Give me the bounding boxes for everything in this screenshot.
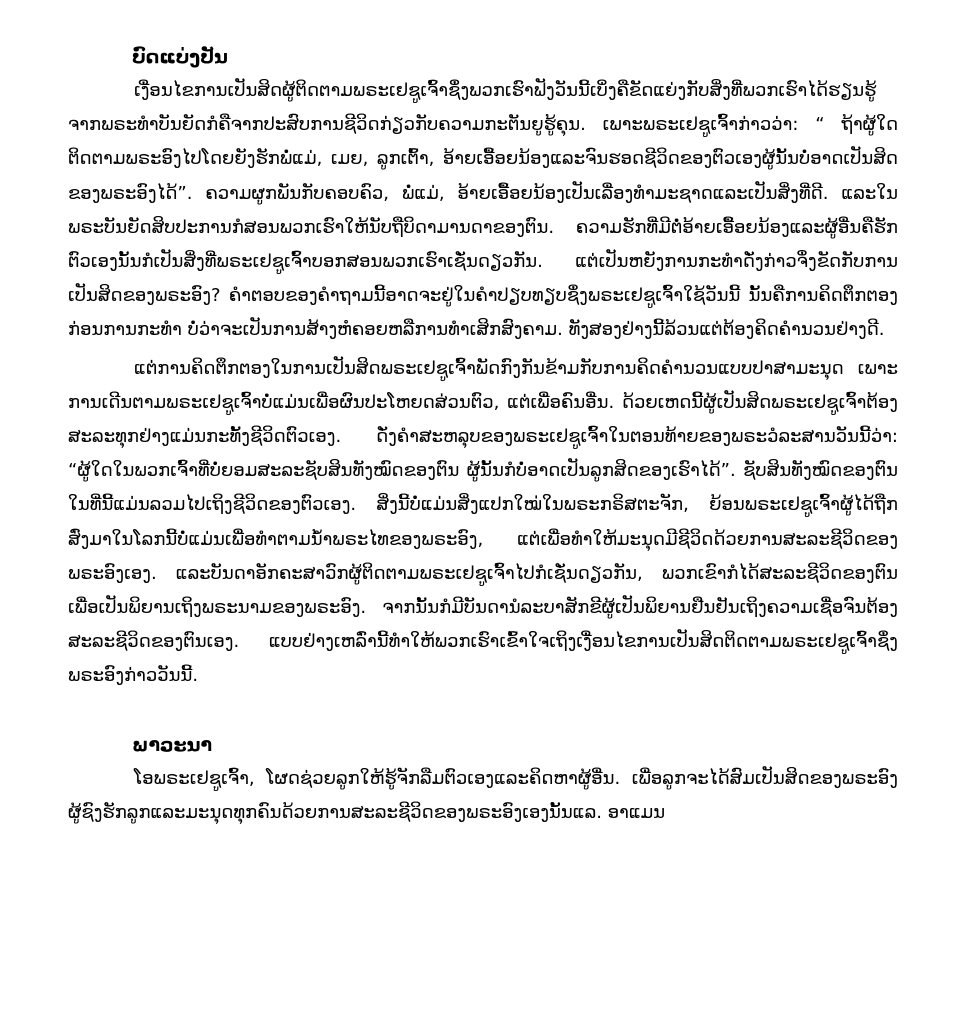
paragraph-prayer: ໂອພຣະເຢຊູເຈົ້າ, ໂຜດຊ່ວຍລູກໃຫ້ຮູ້ຈັກລືມຕົວເອງແລະຄິດຫາຜູ້ອື່ນ. ເພື່ອລູກຈະໄດ້ສົມເປັນສິດຂອງພຣະອົງ ຜູ້ຊົງຮັກລູກແລະມະນຸດທຸກຄົນດ້ວຍການສະລະຊີວິດຂອງພຣະອົງເອງນັ້ນແລ. ອາແມນ — [68, 767, 898, 823]
section-heading-sharing: ບົດແບ່ງປັນ — [132, 46, 228, 68]
paragraph-sharing-1: ເງື່ອນໄຂການເປັນສິດຜູ້ຕິດຕາມພຣະເຢຊູເຈົ້າຊຶ່ງພວກເຮົາຟັງວັນນີ້ເບິ່ງຄືຂັດແຍ່ງກັບສິ່ງທີ່ພວກເຮົາໄດ້ຮຽນຮູ້ຈາກພຣະທຳບັນຍັດກໍຄືຈາກປະສົບການຊີວິດກ່ຽວກັບຄວາມກະຕັນຍູຮູ້ຄຸນ. ເພາະພຣະເຢຊູເຈົ້າກ່າວວ່າ: “ ຖ້າຜູ້ໃດຕິດຕາມພຣະອົງໄປໂດຍຍັງຮັກພໍ່ແມ່, ເມຍ, ລູກເຕົ້າ, ອ້າຍເອື້ອຍນ້ອງແລະຈົນຮອດຊີວິດຂອງຕົວເອງຜູ້ນັ້ນບໍ່ອາດເປັນສິດຂອງພຣະອົງໄດ້”. ຄວາມຜູກພັນກັບຄອບຄົວ, ພໍ່ແມ່, ອ້າຍເອື້ອຍນ້ອງເປັນເລື່ອງທຳມະຊາດແລະເປັນສິ່ງທີ່ດີ. ແລະໃນພຣະບັນຍັດສິບປະການກໍສອນພວກເຮົາໃຫ້ນັບຖືບິດາມານດາຂອງຕົນ. ຄວາມຮັກທີ່ມີຕໍ່ອ້າຍເອື້ອຍນ້ອງແລະຜູ້ອື່ນຄືຮັກຕົວເອງນັ້ນກໍເປັນສິ່ງທີ່ພຣະເຢຊູເຈົ້າບອກສອນພວກເຮົາເຊັ່ນດຽວກັນ. ແຕ່ເປັນຫຍັງການກະທຳດັ່ງກ່າວຈຶ່ງຂັດກັບການເປັນສິດຂອງພຣະອົງ? ຄຳຕອບຂອງຄຳຖາມນີ້ອາດຈະຢູ່ໃນຄຳປຽບທຽບຊຶ່ງພຣະເຢຊູເຈົ້າໃຊ້ວັນນີ້ ນັ້ນຄືການຄິດຕຶກຕອງກ່ອນການກະທຳ ບໍ່ວ່າຈະເປັນການສ້າງຫໍຄອຍຫລືການທຳເສິກສົງຄາມ. ທັງສອງຢ່າງນີ້ລ້ວນແຕ່ຕ້ອງຄິດຄຳນວນຢ່າງດີ. — [68, 80, 898, 341]
section-spacer — [68, 694, 898, 728]
paragraph-sharing-2: ແຕ່ການຄິດຕຶກຕອງໃນການເປັນສິດພຣະເຢຊູເຈົ້າພັດກົງກັນຂ້າມກັບການຄິດຄຳນວນແບບປາສາມະນຸດ ເພາະການເດີນຕາມພຣະເຢຊູເຈົ້າບໍ່ແມ່ນເພື່ອຜົນປະໂຫຍດສ່ວນຕົວ, ແຕ່ເພື່ອຄົນອື່ນ. ດ້ວຍເຫດນີ້ຜູ້ເປັນສິດພຣະເຢຊູເຈົ້າຕ້ອງສະລະທຸກຢ່າງແມ່ນກະທັ້ງຊີວິດຕົວເອງ. ດັ່ງຄຳສະຫລຸບຂອງພຣະເຢຊູເຈົ້າໃນຕອນທ້າຍຂອງພຣະວໍລະສານວັນນີ້ວ່າ: “ຜູ້ໃດໃນພວກເຈົ້າທີ່ບໍ່ຍອມສະລະຊັບສິນທັງໝົດຂອງຕົນ ຜູ້ນັ້ນກໍບໍ່ອາດເປັນລູກສິດຂອງເຮົາໄດ້”. ຊັບສິນທັງໝົດຂອງຕົນໃນທີ່ນີ້ແມ່ນລວມໄປເຖິງຊີວິດຂອງຕົວເອງ. ສິ່ງນີ້ບໍ່ແມ່ນສິ່ງແປກໃໝ່ໃນພຣະກຣິສຕະຈັກ, ຍ້ອນພຣະເຢຊູເຈົ້າຜູ້ໄດ້ຖືກສົ່ງມາໃນໂລກນີ້ບໍ່ແມ່ນເພື່ອທຳຕາມນ້ຳພຣະໄທຂອງພຣະອົງ, ແຕ່ເພື່ອທຳໃຫ້ມະນຸດມີຊີວິດດ້ວຍການສະລະຊີວິດຂອງພຣະອົງເອງ. ແລະບັນດາອັກຄະສາວົກຜູ້ຕິດຕາມພຣະເຢຊູເຈົ້າໄປກໍເຊັ່ນດຽວກັນ, ພວກເຂົາກໍໄດ້ສະລະຊີວິດຂອງຕົນເພື່ອເປັນພິຍານເຖິງພຣະນາມຂອງພຣະອົງ. ຈາກນັ້ນກໍມີບັນດານໍລະບາສັກຂີຜູ້ເປັນພິຍານຢືນຢັນເຖິງຄວາມເຊື່ອຈົນຕ້ອງສະລະຊີວິດຂອງຕົນເອງ. ແບບຢ່າງເຫລົ່ານີ້ທຳໃຫ້ພວກເຮົາເຂົ້າໃຈເຖິງເງື່ອນໄຂການເປັນສິດຕິດຕາມພຣະເຢຊູເຈົ້າຊຶ່ງພຣະອົງກ່າວວັນນີ້. — [68, 357, 898, 687]
section-heading-prayer: ພາວະນາ — [132, 733, 213, 756]
